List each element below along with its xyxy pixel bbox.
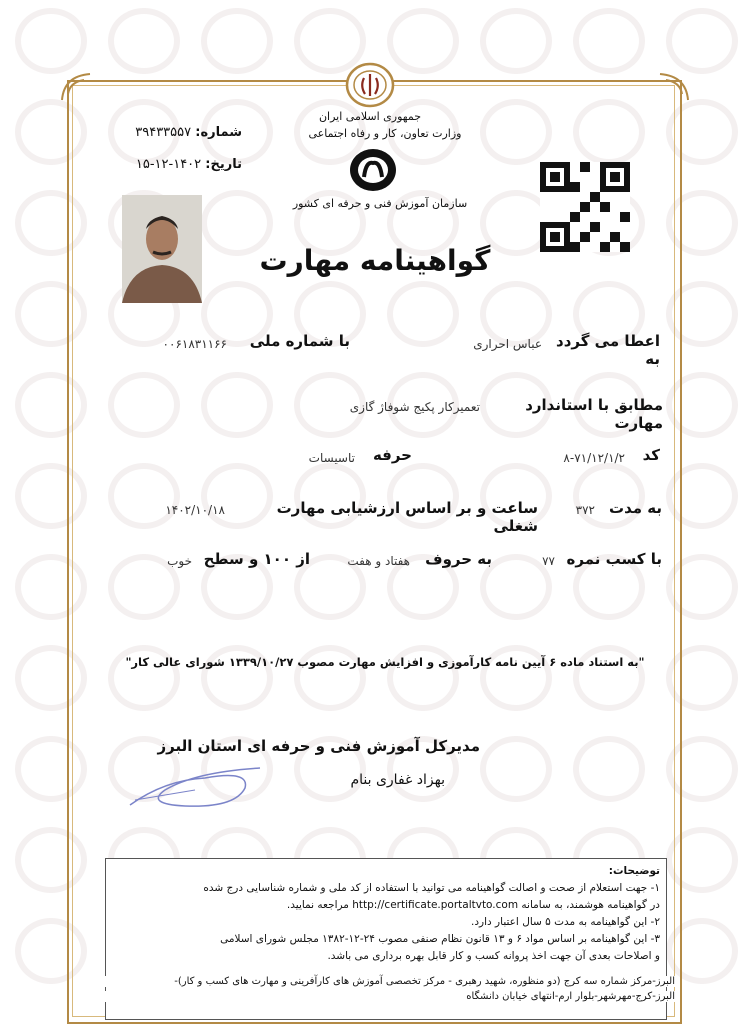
legal-note: "به استناد ماده ۶ آیین نامه کارآموزی و افزایش مهارت مصوب ۱۳۳۹/۱۰/۲۷ شورای عالی کار"	[125, 655, 645, 669]
iran-emblem-icon	[345, 62, 395, 108]
corner-ornament-icon	[650, 72, 690, 102]
letters-value: هفتاد و هفت	[347, 554, 410, 568]
date-value: ۱۴۰۲-۱۲-۱۵	[135, 157, 202, 172]
watermark-logo-icon	[387, 8, 459, 74]
national-label: با شماره ملی	[249, 332, 350, 350]
watermark-logo-icon	[15, 8, 87, 74]
standard-value: تعمیرکار پکیج شوفاژ گازی	[349, 400, 480, 414]
certificate-title: گواهینامه مهارت	[259, 244, 491, 277]
code-value: ۸-۷۱/۱۲/۱/۲	[563, 451, 625, 465]
certificate-date	[108, 157, 242, 172]
level-label: از ۱۰۰ و سطح	[203, 550, 310, 568]
score-label: با کسب نمره	[566, 550, 662, 568]
level-value: خوب	[167, 554, 192, 568]
number-value: ۳۹۴۳۳۵۵۷	[135, 125, 192, 140]
date-label: تاریخ:	[205, 157, 242, 172]
note-line-1: ۱- جهت استعلام از صحت و اصالت گواهینامه می توانید با استفاده از کد ملی و شماره شناسایی درج شده	[203, 882, 660, 894]
watermark-logo-icon	[201, 8, 273, 74]
watermark-logo-icon	[573, 8, 645, 74]
note-line-5: و اصلاحات بعدی آن جهت اخذ پروانه کسب و کار قابل بهره برداری می باشد.	[327, 950, 660, 962]
corner-ornament-icon	[60, 72, 100, 102]
trade-label: حرفه	[372, 446, 412, 464]
note-line-4: ۳- این گواهینامه بر اساس مواد ۶ و ۱۳ قانون نظام صنفی مصوب ۲۴-۱۲-۱۳۸۲ مجلس شورای اسلامی	[220, 933, 660, 945]
letters-label: به حروف	[425, 550, 492, 568]
gov-line-1: جمهوری اسلامی ایران	[318, 110, 422, 123]
signature-scribble	[125, 760, 265, 815]
duration-label: به مدت	[609, 499, 662, 517]
qr-code-icon	[540, 162, 630, 252]
signatory-title: مدیرکل آموزش فنی و حرفه ای استان البرز	[157, 737, 480, 755]
score-value: ۷۷	[542, 554, 555, 568]
holder-photo	[122, 195, 202, 303]
hours-label: ساعت و بر اساس ارزشیابی مهارت شغلی	[276, 499, 538, 535]
certificate-number	[110, 125, 242, 140]
footer-address-1: البرز-مرکز شماره سه کرج (دو منظوره، شهید رهبری - مرکز تخصصی آموزش های کارآفرینی و مهارت های کسب و کار)-	[75, 976, 675, 987]
watermark-logo-icon	[480, 8, 552, 74]
org-name: سازمان آموزش فنی و حرفه ای کشور	[292, 197, 468, 210]
watermark-logo-icon	[108, 8, 180, 74]
code-label: کد	[642, 446, 660, 464]
granted-label: اعطا می گردد به	[556, 332, 660, 368]
signatory-name: بهزاد غفاری بنام	[350, 772, 445, 788]
standard-label: مطابق با استاندارد مهارت	[525, 396, 663, 432]
number-label: شماره:	[195, 125, 242, 140]
notes-heading: توضیحات:	[608, 865, 660, 877]
note-line-3: ۲- این گواهینامه به مدت ۵ سال اعتبار دارد.	[471, 916, 660, 928]
tvto-logo-icon	[348, 147, 398, 193]
granted-value: عباس احراری	[473, 337, 542, 351]
exam-date: ۱۴۰۲/۱۰/۱۸	[165, 503, 225, 517]
gov-line-2: وزارت تعاون، کار و رفاه اجتماعی	[308, 127, 462, 140]
national-value: ۰۰۶۱۸۳۱۱۶۶	[162, 337, 227, 351]
note-line-2: در گواهینامه هوشمند، به سامانه http://certificate.portaltvto.com مراجعه نمایید.	[286, 899, 660, 911]
footer-address-2: البرز-کرج-مهرشهر-بلوار ارم-انتهای خیابان دانشگاه	[75, 991, 675, 1002]
watermark-logo-icon	[666, 8, 738, 74]
trade-value: تاسیسات	[308, 451, 355, 465]
duration-value: ۳۷۲	[575, 503, 595, 517]
